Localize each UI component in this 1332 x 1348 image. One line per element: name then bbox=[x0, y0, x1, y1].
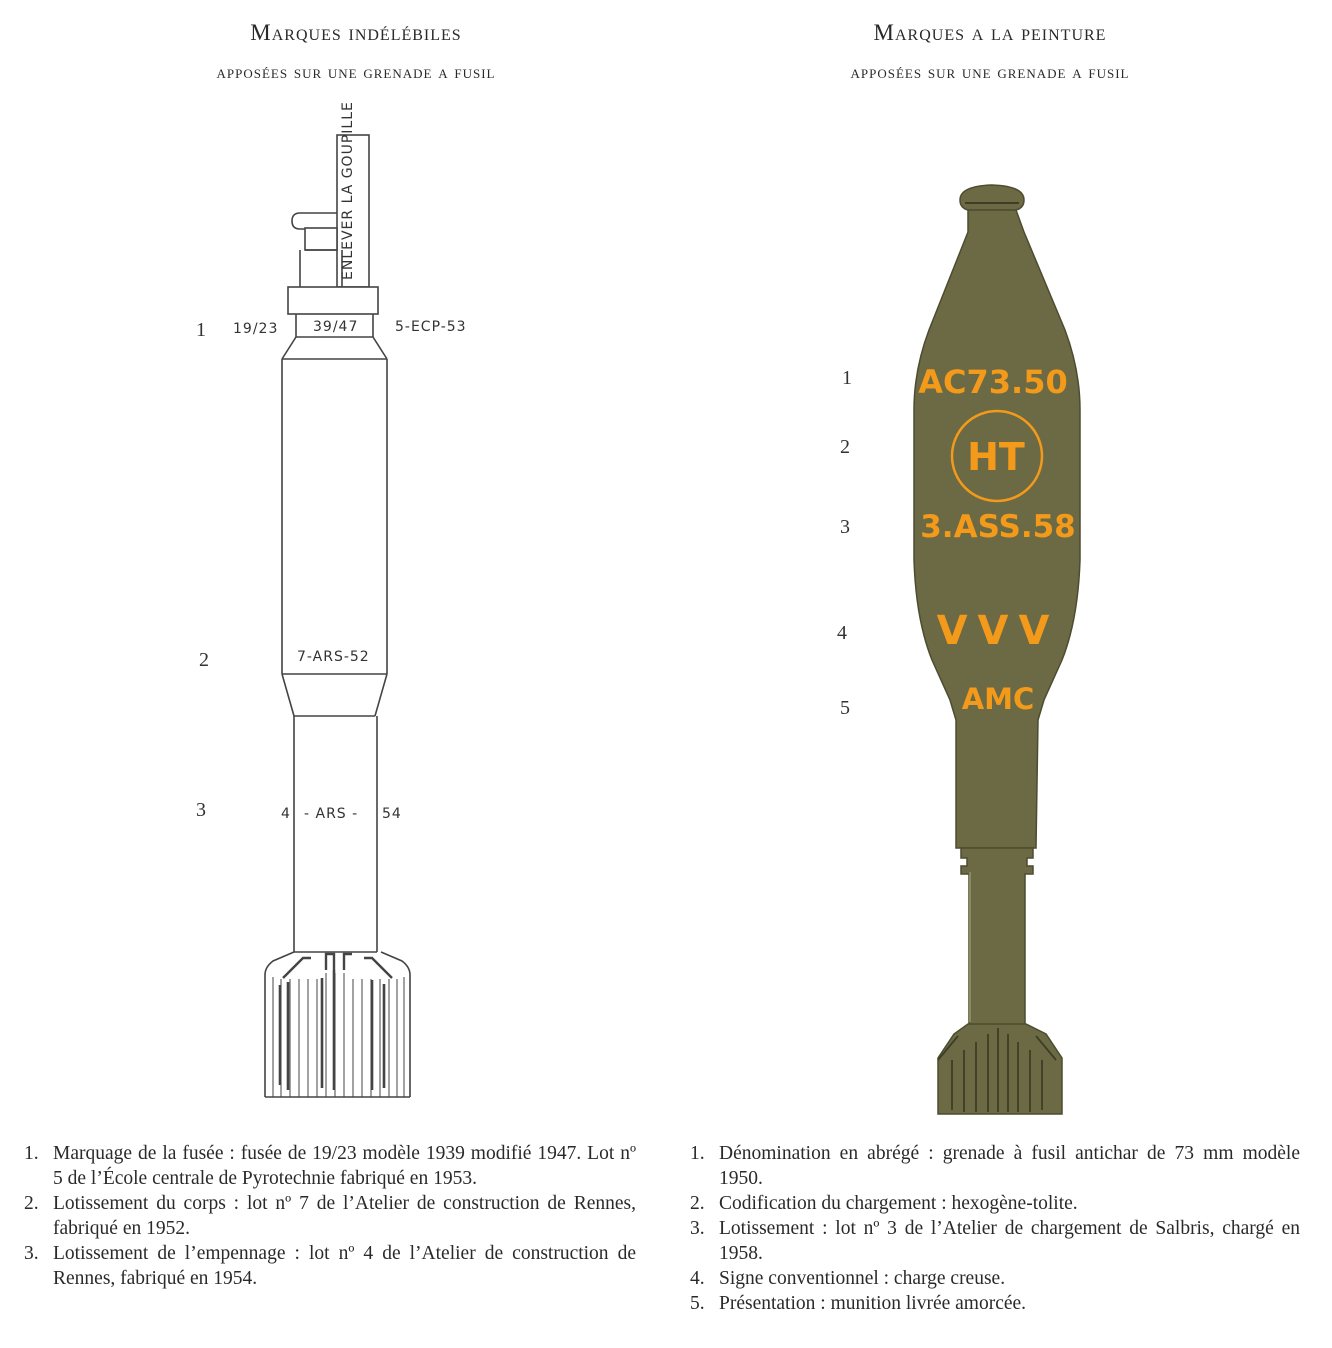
caption-number: 3. bbox=[690, 1218, 705, 1239]
paint-presentation: AMC bbox=[961, 682, 1035, 716]
caption-number: 3. bbox=[24, 1243, 39, 1264]
caption-text: Dénomination en abrégé : grenade à fusil antichar de 73 mm modèle 1950. bbox=[719, 1143, 1300, 1189]
caption-text: Lotissement de l’empennage : lot nº 4 de l’Atelier de construction de Rennes, fabriqué en 1954. bbox=[53, 1243, 636, 1289]
left-captions bbox=[24, 1141, 636, 1291]
fuse-head bbox=[288, 287, 378, 314]
caption-item bbox=[24, 1141, 636, 1191]
caption-number: 4. bbox=[690, 1268, 705, 1289]
caption-text: Lotissement du corps : lot nº 7 de l’Atelier de construction de Rennes, fabriqué en 1952. bbox=[53, 1193, 636, 1239]
right-captions bbox=[690, 1141, 1300, 1316]
marking-tail-lot: 4 bbox=[281, 806, 291, 822]
marking-tail-workshop: - ARS - bbox=[304, 806, 359, 822]
callout-right-1: 1 bbox=[842, 367, 852, 389]
callout-left-1: 1 bbox=[196, 319, 206, 341]
marking-tail-year: 54 bbox=[382, 806, 402, 822]
caption-item bbox=[690, 1216, 1300, 1266]
marking-body: 7-ARS-52 bbox=[297, 649, 370, 665]
grenade-body bbox=[282, 359, 387, 674]
caption-number: 1. bbox=[24, 1143, 39, 1164]
callout-left-2: 2 bbox=[199, 649, 209, 671]
callout-right-5: 5 bbox=[840, 697, 850, 719]
caption-text: Présentation : munition livrée amorcée. bbox=[719, 1293, 1027, 1314]
marking-fuse-left: 19/23 bbox=[233, 321, 279, 337]
caption-number: 1. bbox=[690, 1143, 705, 1164]
right-title: Marques a la peinture bbox=[873, 20, 1107, 45]
paint-sign: VVV bbox=[936, 608, 1060, 654]
callout-right-3: 3 bbox=[840, 516, 850, 538]
caption-text: Signe conventionnel : charge creuse. bbox=[719, 1268, 1006, 1289]
caption-text: Marquage de la fusée : fusée de 19/23 modèle 1939 modifié 1947. Lot nº 5 de l’École centrale de Pyrotechnie fabriqué en 1953. bbox=[53, 1143, 636, 1189]
paint-designation: AC73.50 bbox=[918, 363, 1068, 401]
caption-item bbox=[690, 1266, 1300, 1291]
marking-fuse-right: 5-ECP-53 bbox=[395, 319, 467, 335]
paint-charge-code: HT bbox=[967, 435, 1025, 479]
caption-number: 5. bbox=[690, 1293, 705, 1314]
nose-cap bbox=[960, 185, 1024, 210]
caption-item bbox=[690, 1291, 1300, 1316]
left-subtitle: apposées sur une grenade a fusil bbox=[216, 62, 496, 83]
left-grenade-drawing bbox=[265, 135, 410, 1097]
caption-item bbox=[690, 1141, 1300, 1191]
paint-lot: 3.ASS.58 bbox=[920, 509, 1076, 545]
right-subtitle: apposées sur une grenade a fusil bbox=[850, 62, 1130, 83]
caption-number: 2. bbox=[24, 1193, 39, 1214]
left-title: Marques indélébiles bbox=[250, 20, 462, 45]
caption-text: Lotissement : lot nº 3 de l’Atelier de chargement de Salbris, chargé en 1958. bbox=[719, 1218, 1300, 1264]
tail-tube bbox=[294, 716, 377, 952]
painted-tail-tube bbox=[961, 848, 1033, 1026]
callout-left-3: 3 bbox=[196, 799, 206, 821]
callout-right-4: 4 bbox=[837, 622, 847, 644]
caption-text: Codification du chargement : hexogène-tolite. bbox=[719, 1193, 1078, 1214]
caption-item bbox=[690, 1191, 1300, 1216]
callout-right-2: 2 bbox=[840, 436, 850, 458]
caption-item bbox=[24, 1191, 636, 1241]
pin-label: ENLEVER LA GOUPILLE bbox=[340, 101, 356, 280]
caption-number: 2. bbox=[690, 1193, 705, 1214]
marking-fuse-center: 39/47 bbox=[313, 319, 359, 335]
caption-item bbox=[24, 1241, 636, 1291]
